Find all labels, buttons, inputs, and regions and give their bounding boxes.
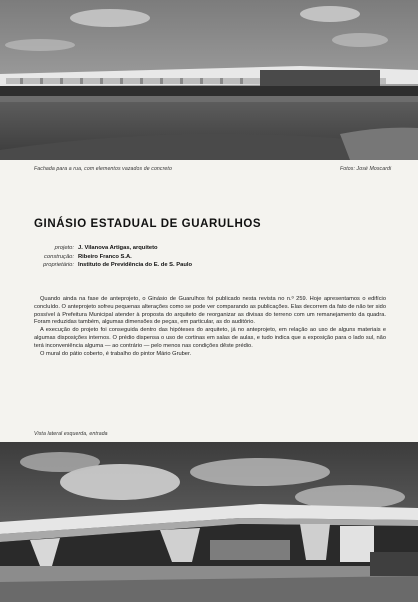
credit-value: J. Vilanova Artigas, arquiteto	[78, 245, 158, 251]
photo-credit: Fotos: José Moscardi	[340, 166, 392, 172]
credit-value: Instituto de Previdência do E. de S. Paulo	[78, 262, 193, 269]
credit-row	[30, 253, 192, 262]
article-title: GINÁSIO ESTADUAL DE GUARULHOS	[34, 218, 262, 230]
credit-row	[30, 261, 192, 270]
credit-value: Ribeiro Franco S.A.	[78, 253, 132, 260]
credit-label: proprietário:	[43, 262, 74, 269]
credit-label: construção:	[44, 253, 74, 260]
article-body	[34, 296, 386, 358]
credit-label: projeto:	[54, 245, 74, 251]
entrance-caption: Vista lateral esquerda, entrada	[34, 431, 108, 437]
credit-row	[30, 244, 192, 253]
paragraph: Quando ainda na fase de anteprojeto, o Ginásio de Guarulhos foi publicado nesta revista no n.º 259. Hoje apresentamos o edifício concluído. O anteprojeto sofreu pequenas alterações como se pode ver comparando as publicações. Elas decorrem da fato de não ter sido possível à Prefeitura Municipal atender à proposta do arquiteto de reorganizar as divisas do terreno com um remanejamento da quadra. Foram reduzidas também, algumas dimensões de peças, em particular, as do auditório.	[34, 296, 386, 326]
paragraph: A execução do projeto foi conseguida dentro das hipóteses do arquiteto, já no anteprojeto, em relação ao uso de alguns materiais e algumas disposições internos. O prédio dispensa o uso de cortinas em salas de aulas, e tudo indica que a exposição para o lado sul, não terá inconveniência alguma — ao contrário — pelo menos nas condições dêste prédio.	[34, 327, 386, 349]
entrance-photo	[0, 442, 418, 602]
facade-caption: Fachada para a rua, com elementos vazados de concreto	[34, 166, 172, 172]
paragraph: O mural do pátio coberto, é trabalho do pintor Mário Gruber.	[40, 350, 192, 357]
facade-photo	[0, 0, 418, 160]
project-credits	[30, 244, 192, 270]
